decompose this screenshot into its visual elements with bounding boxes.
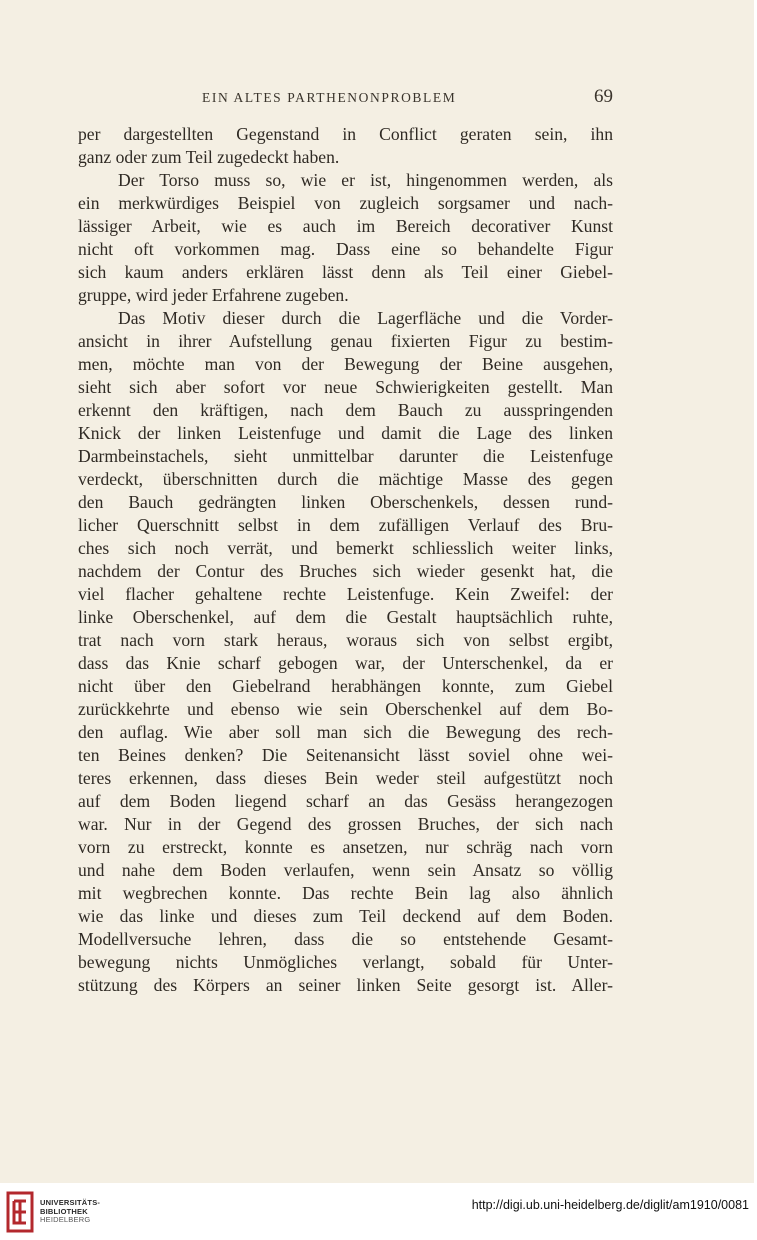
text-line: bewegung nichts Unmögliches verlangt, sobald für Unter- bbox=[78, 952, 613, 972]
text-line: ten Beines denken? Die Seitenansicht lässt soviel ohne wei- bbox=[78, 745, 613, 765]
text-line: zurückkehrte und ebenso wie sein Oberschenkel auf dem Bo- bbox=[78, 699, 613, 719]
running-title: EIN ALTES PARTHENONPROBLEM bbox=[202, 90, 457, 105]
text-line: mit wegbrechen konnte. Das rechte Bein lag also ähnlich bbox=[78, 883, 613, 903]
text-line: gruppe, wird jeder Erfahrene zugeben. bbox=[78, 285, 349, 305]
text-line: verdeckt, überschnitten durch die mächtige Masse des gegen bbox=[78, 469, 613, 489]
text-line: ansicht in ihrer Aufstellung genau fixierten Figur zu bestim- bbox=[78, 331, 613, 351]
text-line: erkennt den kräftigen, nach dem Bauch zu ausspringenden bbox=[78, 400, 613, 420]
text-line: Der Torso muss so, wie er ist, hingenommen werden, als bbox=[118, 170, 613, 190]
text-line: Modellversuche lehren, dass die so entstehende Gesamt- bbox=[78, 929, 613, 949]
source-url-link[interactable]: http://digi.ub.uni-heidelberg.de/diglit/am1910/0081 bbox=[471, 1198, 749, 1212]
text-line: viel flacher gehaltene rechte Leistenfuge. Kein Zweifel: der bbox=[78, 584, 613, 604]
text-line: wie das linke und dieses zum Teil deckend auf dem Boden. bbox=[78, 906, 613, 926]
text-line: per dargestellten Gegenstand in Conflict geraten sein, ihn bbox=[78, 124, 613, 144]
page-number: 69 bbox=[594, 86, 613, 107]
text-line: ches sich noch verrät, und bemerkt schliesslich weiter links, bbox=[78, 538, 613, 558]
text-line: men, möchte man von der Bewegung der Beine ausgehen, bbox=[78, 354, 613, 374]
text-line: nachdem der Contur des Bruches sich wieder gesenkt hat, die bbox=[78, 561, 613, 581]
running-head bbox=[78, 88, 613, 112]
text-line: nicht oft vorkommen mag. Dass eine so behandelte Figur bbox=[78, 239, 613, 259]
text-line: sieht sich aber sofort vor neue Schwierigkeiten gestellt. Man bbox=[78, 377, 613, 397]
text-line: und nahe dem Boden verlaufen, wenn sein Ansatz so völlig bbox=[78, 860, 613, 880]
text-line: teres erkennen, dass dieses Bein weder steil aufgestützt noch bbox=[78, 768, 613, 788]
library-name-line: HEIDELBERG bbox=[40, 1215, 91, 1224]
text-line: Knick der linken Leistenfuge und damit die Lage des linken bbox=[78, 423, 613, 443]
text-line: stützung des Körpers an seiner linken Seite gesorgt ist. Aller- bbox=[78, 975, 613, 995]
text-line: trat nach vorn stark heraus, woraus sich von selbst ergibt, bbox=[78, 630, 613, 650]
text-line: ein merkwürdiges Beispiel von zugleich sorgsamer und nach- bbox=[78, 193, 613, 213]
text-line: den Bauch gedrängten linken Oberschenkels, dessen rund- bbox=[78, 492, 613, 512]
text-line: Darmbeinstachels, sieht unmittelbar darunter die Leistenfuge bbox=[78, 446, 613, 466]
text-line: war. Nur in der Gegend des grossen Bruches, der sich nach bbox=[78, 814, 613, 834]
text-line: ganz oder zum Teil zugedeckt haben. bbox=[78, 147, 340, 167]
university-library-logo-icon bbox=[6, 1191, 34, 1233]
library-name bbox=[40, 1199, 100, 1225]
text-line: nicht über den Giebelrand herabhängen konnte, zum Giebel bbox=[78, 676, 613, 696]
library-name-line: UNIVERSITÄTS- bbox=[40, 1198, 101, 1207]
body-text bbox=[78, 123, 613, 997]
text-line: dass das Knie scharf gebogen war, der Unterschenkel, da er bbox=[78, 653, 613, 673]
text-line: auf dem Boden liegend scharf an das Gesäss herangezogen bbox=[78, 791, 613, 811]
library-name-line: BIBLIOTHEK bbox=[40, 1206, 88, 1216]
text-line: vorn zu erstreckt, konnte es ansetzen, nur schräg nach vorn bbox=[78, 837, 613, 857]
text-line: Das Motiv dieser durch die Lagerfläche und die Vorder- bbox=[118, 308, 613, 328]
text-line: licher Querschnitt selbst in dem zufälligen Verlauf des Bru- bbox=[78, 515, 613, 535]
text-line: den auflag. Wie aber soll man sich die Bewegung des rech- bbox=[78, 722, 613, 742]
text-line: sich kaum anders erklären lässt denn als Teil einer Giebel- bbox=[78, 262, 613, 282]
text-line: lässiger Arbeit, wie es auch im Bereich decorativer Kunst bbox=[78, 216, 613, 236]
footer-bar bbox=[0, 1183, 757, 1240]
text-line: linke Oberschenkel, auf dem die Gestalt hauptsächlich ruhte, bbox=[78, 607, 613, 627]
